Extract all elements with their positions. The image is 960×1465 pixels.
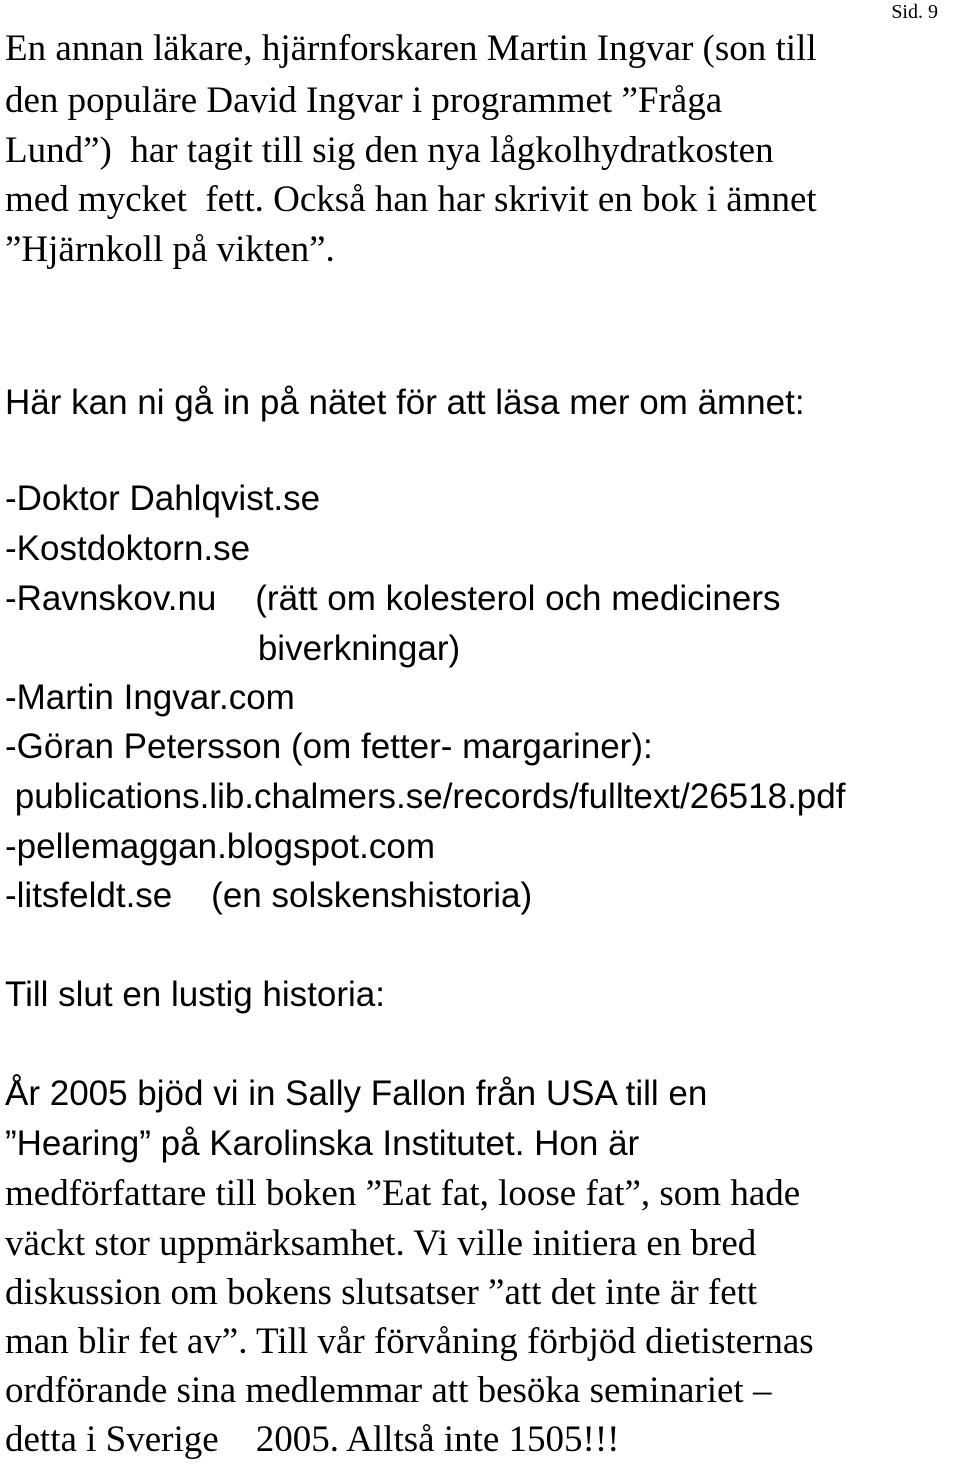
link-item-continuation: publications.lib.chalmers.se/records/fulltext/26518.pdf: [5, 777, 846, 816]
paragraph-line: En annan läkare, hjärnforskaren Martin Ingvar (son till: [5, 28, 817, 69]
paragraph-line: diskussion om bokens slutsatser ”att det inte är fett: [5, 1272, 758, 1313]
paragraph-line: ”Hearing” på Karolinska Institutet. Hon är: [5, 1124, 640, 1163]
paragraph-line: ”Hjärnkoll på vikten”.: [5, 229, 335, 270]
link-item: -Doktor Dahlqvist.se: [5, 479, 321, 518]
paragraph-line: medförfattare till boken ”Eat fat, loose fat”, som hade: [5, 1173, 801, 1214]
link-item: -Göran Petersson (om fetter- margariner):: [5, 727, 653, 766]
link-item: -Kostdoktorn.se: [5, 529, 251, 568]
link-item: -Ravnskov.nu (rätt om kolesterol och mediciners: [5, 579, 781, 618]
link-item: -Martin Ingvar.com: [5, 678, 295, 717]
story-intro: Till slut en lustig historia:: [5, 975, 385, 1014]
link-item: -litsfeldt.se (en solskenshistoria): [5, 876, 533, 915]
paragraph-line: man blir fet av”. Till vår förvåning förbjöd dietisternas: [5, 1321, 814, 1362]
paragraph-line: väckt stor uppmärksamhet. Vi ville initiera en bred: [5, 1223, 757, 1264]
paragraph-line: detta i Sverige 2005. Alltså inte 1505!!!: [5, 1419, 620, 1460]
paragraph-line: Lund”) har tagit till sig den nya lågkolhydratkosten: [5, 130, 774, 171]
page-number: Sid. 9: [891, 1, 938, 23]
paragraph-line: År 2005 bjöd vi in Sally Fallon från USA till en: [5, 1074, 708, 1113]
link-item-continuation: biverkningar): [5, 629, 461, 668]
paragraph-line: med mycket fett. Också han har skrivit en bok i ämnet: [5, 179, 817, 220]
paragraph-line: ordförande sina medlemmar att besöka seminariet –: [5, 1370, 772, 1411]
paragraph-line: den populäre David Ingvar i programmet ”Fråga: [5, 80, 723, 121]
links-intro: Här kan ni gå in på nätet för att läsa mer om ämnet:: [5, 383, 805, 422]
link-item: -pellemaggan.blogspot.com: [5, 827, 435, 866]
